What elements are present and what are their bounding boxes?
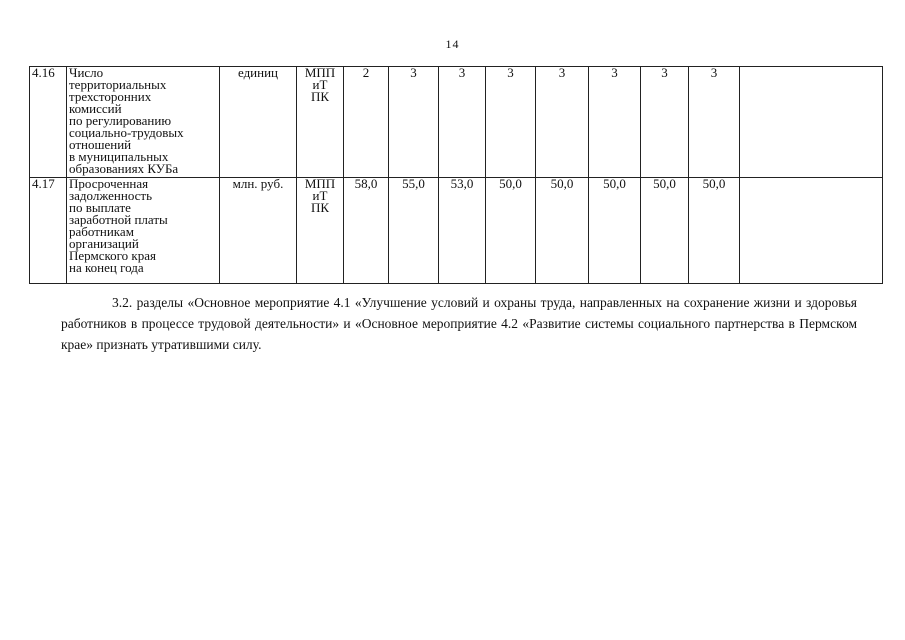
unit-cell: млн. руб.	[220, 178, 297, 284]
value-cell: 3	[439, 67, 486, 178]
value-cell: 55,0	[389, 178, 439, 284]
indicator-name: Число территориальных трехсторонних комиссий по регулированию социально-трудовых отношений в муниципальных образованиях КУБа	[67, 67, 220, 178]
page-number: 14	[445, 37, 460, 51]
row-number: 4.17	[30, 178, 67, 284]
value-cell: 50,0	[486, 178, 536, 284]
table-row	[30, 178, 883, 284]
value-cell: 50,0	[689, 178, 740, 284]
value-cell: 50,0	[589, 178, 641, 284]
value-cell: 58,0	[344, 178, 389, 284]
value-cell: 3	[536, 67, 589, 178]
value-cell: 50,0	[641, 178, 689, 284]
indicators-table	[29, 66, 883, 284]
value-cell: 3	[641, 67, 689, 178]
unit-cell: единиц	[220, 67, 297, 178]
value-cell: 3	[389, 67, 439, 178]
value-cell: 53,0	[439, 178, 486, 284]
value-cell: 3	[486, 67, 536, 178]
row-number: 4.16	[30, 67, 67, 178]
executor-cell: МПП иТ ПК	[297, 178, 344, 284]
indicator-name: Просроченная задолженность по выплате заработной платы работникам организаций Пермского края на конец года	[67, 178, 220, 284]
executor-cell: МПП иТ ПК	[297, 67, 344, 178]
value-cell: 2	[344, 67, 389, 178]
extra-cell	[740, 178, 883, 284]
value-cell: 3	[689, 67, 740, 178]
table-row	[30, 67, 883, 178]
value-cell: 50,0	[536, 178, 589, 284]
extra-cell	[740, 67, 883, 178]
body-paragraph	[61, 292, 857, 355]
value-cell: 3	[589, 67, 641, 178]
paragraph-text: 3.2. разделы «Основное мероприятие 4.1 «Улучшение условий и охраны труда, направленных на сохранение жизни и здоровья работников в процессе трудовой деятельности» и «Основное мероприятие 4.2 «Развитие системы социального партнерства в Пермском крае» признать утратившими силу.	[61, 295, 857, 352]
